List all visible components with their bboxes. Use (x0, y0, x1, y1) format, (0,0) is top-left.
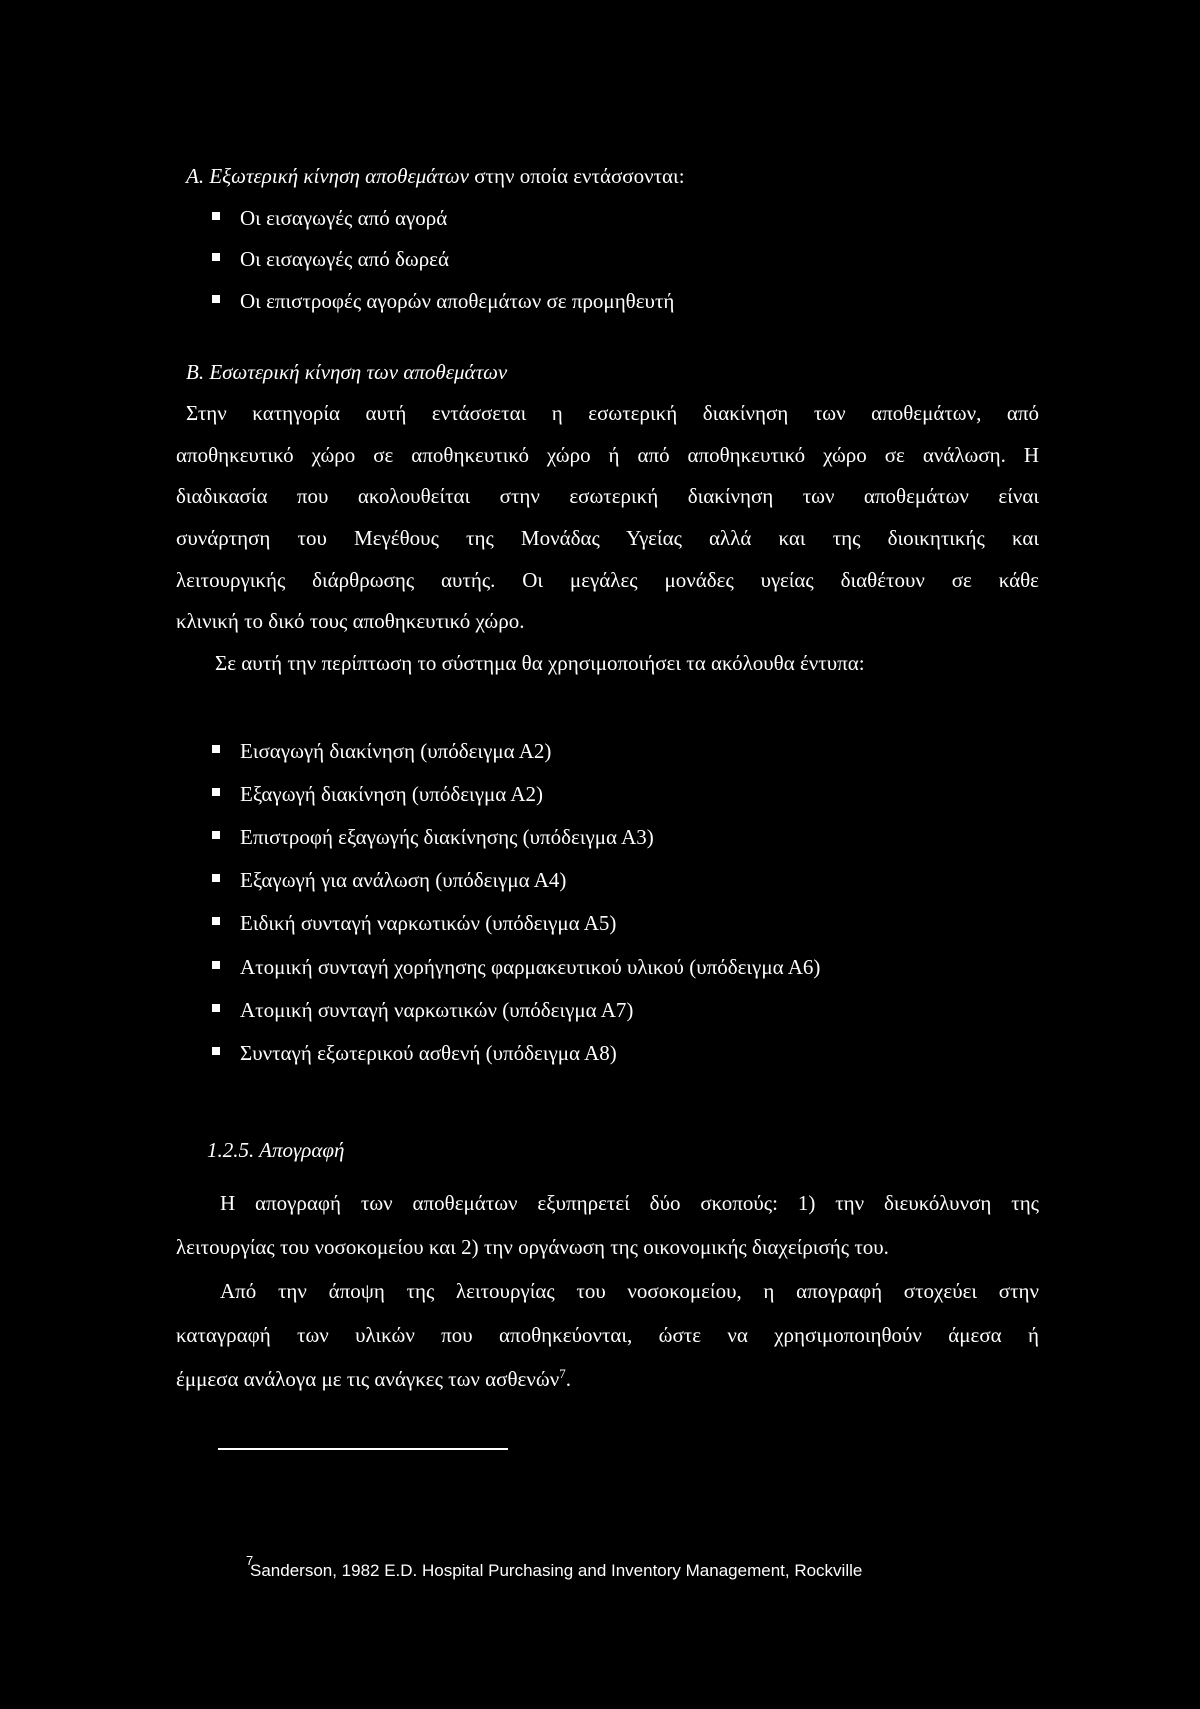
bullet-icon (212, 295, 220, 303)
footnote-number: 7 (246, 1553, 254, 1568)
section-a-title-rest: στην οποία εντάσσονται: (468, 164, 685, 188)
bullet-icon (212, 1004, 220, 1012)
footnote-text: Sanderson, 1982 E.D. Hospital Purchasing and Inventory Management, Rockville (250, 1561, 863, 1580)
bullet-icon (212, 1047, 220, 1055)
paragraph-line: καταγραφή των υλικών που αποθηκεύονται, ώστε να χρησιμοποιηθούν άμεσα ή (176, 1323, 1039, 1347)
paragraph-line: αποθηκευτικό χώρο σε αποθηκευτικό χώρο ή από αποθηκευτικό χώρο σε ανάλωση. Η (176, 443, 1039, 467)
paragraph-line: λειτουργικής διάρθρωσης αυτής. Οι μεγάλες μονάδες υγείας διαθέτουν σε κάθε (176, 568, 1039, 592)
list-item (212, 780, 543, 808)
list-item-text: Οι εισαγωγές από αγορά (240, 206, 448, 230)
bullet-icon (212, 212, 220, 220)
paragraph-line: Η απογραφή των αποθεμάτων εξυπηρετεί δύο σκοπούς: 1) την διευκόλυνση της (220, 1191, 1039, 1215)
forms-intro: Σε αυτή την περίπτωση το σύστημα θα χρησιμοποιήσει τα ακόλουθα έντυπα: (215, 651, 865, 675)
section-b-heading: Β. Εσωτερική κίνηση των αποθεμάτων (186, 360, 508, 384)
bullet-icon (212, 874, 220, 882)
list-item (212, 1039, 617, 1067)
list-item-text: Οι επιστροφές αγορών αποθεμάτων σε προμηθευτή (240, 289, 675, 313)
footnote-reference: 7 (559, 1366, 566, 1381)
list-item-text: Ειδική συνταγή ναρκωτικών (υπόδειγμα Α5) (240, 911, 617, 935)
list-item (212, 287, 674, 315)
section-a-heading (186, 162, 685, 190)
paragraph-line: λειτουργίας του νοσοκομείου και 2) την οργάνωση της οικονομικής διαχείρισής του. (176, 1235, 889, 1259)
bullet-icon (212, 253, 220, 261)
list-item-text: Ατομική συνταγή ναρκωτικών (υπόδειγμα Α7) (240, 998, 634, 1022)
list-item-text: Συνταγή εξωτερικού ασθενή (υπόδειγμα Α8) (240, 1041, 617, 1065)
paragraph-line: κλινική το δικό τους αποθηκευτικό χώρο. (176, 609, 525, 633)
list-item (212, 245, 449, 273)
section-a-title: Εξωτερική κίνηση αποθεμάτων (209, 164, 469, 188)
paragraph-line: Από την άποψη της λειτουργίας του νοσοκομείου, η απογραφή στοχεύει στην (220, 1279, 1039, 1303)
list-item-text: Εξαγωγή διακίνηση (υπόδειγμα Α2) (240, 782, 543, 806)
paragraph-line: Στην κατηγορία αυτή εντάσσεται η εσωτερική διακίνηση των αποθεμάτων, από (186, 401, 1039, 425)
bullet-icon (212, 745, 220, 753)
list-item (212, 823, 654, 851)
list-item (212, 866, 566, 894)
list-item (212, 909, 616, 937)
list-item-text: Εξαγωγή για ανάλωση (υπόδειγμα Α4) (240, 868, 567, 892)
list-item (212, 737, 551, 765)
list-item (212, 953, 820, 981)
bullet-icon (212, 961, 220, 969)
paragraph-line: συνάρτηση του Μεγέθους της Μονάδας Υγείας αλλά και της διοικητικής και (176, 526, 1039, 550)
bullet-icon (212, 788, 220, 796)
list-item-text: Επιστροφή εξαγωγής διακίνησης (υπόδειγμα Α3) (240, 825, 654, 849)
list-item (212, 996, 633, 1024)
paragraph-line (176, 1365, 571, 1393)
bullet-icon (212, 831, 220, 839)
section-heading: 1.2.5. Απογραφή (207, 1138, 345, 1162)
list-item-text: Εισαγωγή διακίνηση (υπόδειγμα Α2) (240, 739, 552, 763)
list-item-text: Οι εισαγωγές από δωρεά (240, 247, 449, 271)
paragraph-line: διαδικασία που ακολουθείται στην εσωτερική διακίνηση των αποθεμάτων είναι (176, 484, 1039, 508)
footnote-divider (218, 1448, 508, 1450)
bullet-icon (212, 917, 220, 925)
paragraph-line-text: έμμεσα ανάλογα με τις ανάγκες των ασθενών (176, 1367, 560, 1391)
section-a-prefix: Α. (186, 164, 205, 188)
paragraph-line-end: . (565, 1367, 571, 1391)
list-item-text: Ατομική συνταγή χορήγησης φαρμακευτικού υλικού (υπόδειγμα Α6) (240, 955, 821, 979)
list-item (212, 204, 447, 232)
